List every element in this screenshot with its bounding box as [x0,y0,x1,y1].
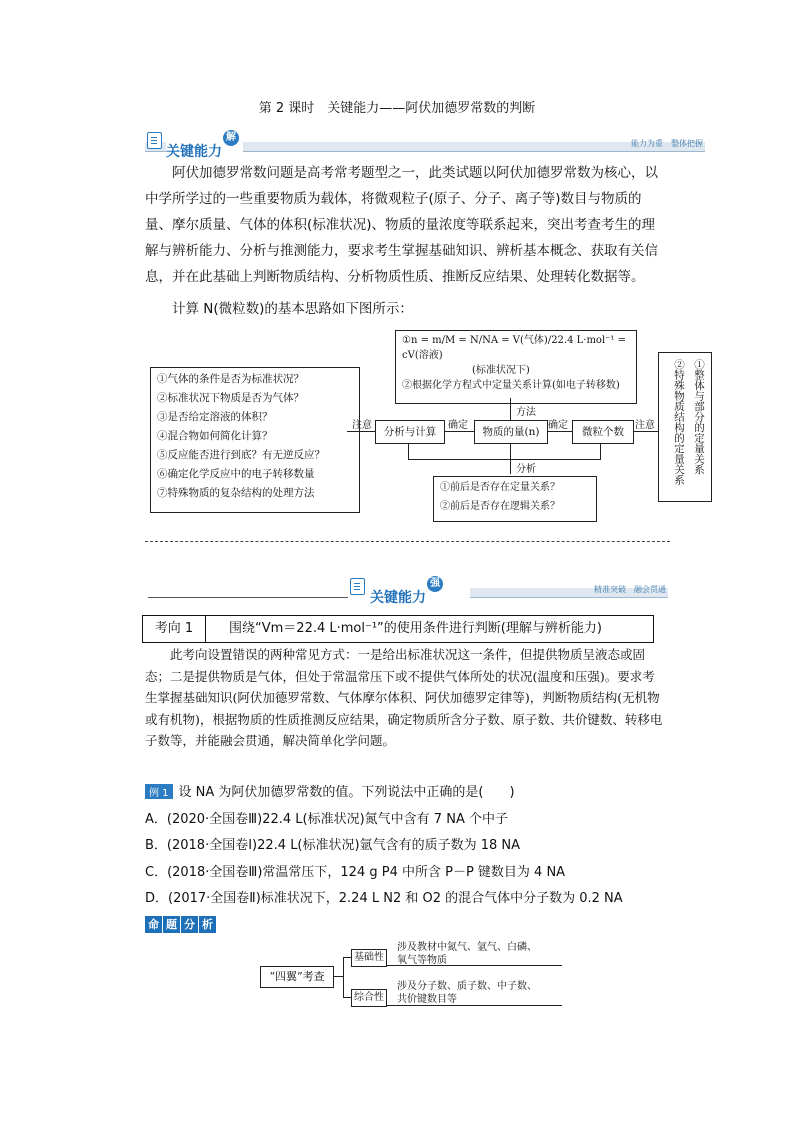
four-wing-root: “四翼”考查 [260,966,334,988]
intro-paragraph: 阿伏加德罗常数问题是高考常考题型之一，此类试题以阿伏加德罗常数为核心，以中学所学过的一些重要物质为载体，将微观粒子(原子、分子、离子等)数目与物质的量、摩尔质量、气体的体积(标准状况)、物质的量浓度等联系起来，突出考查考生的理解与辨析能力、分析与推测能力，要求考生掌握基础知识、辨析基本概念、获取有关信息，并在此基础上判断物质结构、分析物质性质、推断反应结果、处理转化数据等。 [145,165,658,285]
logic-item: ①前后是否存在定量关系？ [440,482,560,493]
proposition-analysis-badge [145,913,217,933]
label-attention-right: 注意 [635,420,655,431]
right-structure-box [658,352,712,502]
badge-char: 分 [181,916,198,933]
section-banner-strengthen [148,576,668,606]
branch-text-line: 涉及教材中氮气、氩气、白磷、 [397,942,537,953]
exam-direction-description: 此考向设置错误的两种常见方式：一是给出标准状况这一条件，但提供物质呈液态或固态；二是提供物质是气体，但处于常温常压下或不提供气体所处的状况(温度和压强)。要求考生掌握基础知识(阿伏加德罗常数、气体摩尔体积、阿伏加德罗定律等)，判断物质结构(无机物或有机物)，根据物质的性质推测反应结果，确定物质所含分子数、原子数、共价键数、转移电子数等，并能融会贯通，解决简单化学问题。 [145,647,663,748]
branch-basic: 基础性 [351,949,387,967]
badge-char: 题 [163,916,180,933]
condition-item: ⑦特殊物质的复杂结构的处理方法 [157,487,315,499]
label-analysis: 分析 [516,464,536,475]
example-stem [145,781,515,800]
section-banner-key-ability [145,130,705,160]
document-icon [350,578,365,595]
formula-item-2: ②根据化学方程式中定量关系计算(如电子转移数) [402,380,620,391]
branch-comprehensive: 综合性 [351,989,387,1007]
formula-note: (标准状况下) [472,365,530,376]
node-analysis: 分析与计算 [375,420,445,444]
banner-label: 关键能力 [166,144,222,160]
branch-comprehensive-text [397,980,537,1006]
condition-item: ⑥确定化学反应中的电子转移数量 [157,468,315,480]
banner-label: 关键能力 [370,590,426,606]
exam-direction-box [142,615,654,643]
branch-text-line: 氧气等物质 [397,955,447,966]
document-icon [147,132,162,149]
label-method: 方法 [516,407,536,418]
option-c: C．(2018·全国卷Ⅲ)常温常压下，124 g P4 中所含 P－P 键数目为 4 NA [145,865,566,880]
condition-item: ①气体的条件是否为标准状况？ [157,373,304,385]
left-conditions-box [150,367,360,513]
label-determine-1: 确定 [448,420,468,431]
structure-item: ②特殊物质结构的定量关系 [673,359,685,485]
banner-tag: 能力为重 整体把握 [631,139,703,148]
example-question: 设 NA 为阿伏加德罗常数的值。下列说法中正确的是( ) [178,785,515,800]
top-formula-box [395,330,637,404]
branch-text-line: 共价键数目等 [397,994,457,1005]
flow-diagram [150,330,710,540]
bottom-logic-box [433,476,597,522]
badge-char: 析 [199,916,216,933]
condition-item: ②标准状况下物质是否为气体？ [157,392,304,404]
intro-paragraph-2: 计算 N(微粒数)的基本思路如下图所示： [172,301,413,317]
option-d: D．(2017·全国卷Ⅱ)标准状况下，2.24 L N2 和 O2 的混合气体中分子数为 0.2 NA [145,891,623,906]
label-determine-2: 确定 [548,420,568,431]
banner-badge: 解读 [223,130,239,146]
exam-direction-text: 围绕“Vm＝22.4 L·mol⁻¹”的使用条件进行判断(理解与辨析能力) [229,621,602,636]
label-attention-left: 注意 [352,420,372,431]
branch-text-line: 涉及分子数、质子数、中子数、 [397,981,537,992]
condition-item: ⑤反应能否进行到底？有无逆反应？ [157,449,325,461]
branch-basic-text [397,941,537,967]
logic-item: ②前后是否存在逻辑关系？ [440,501,560,512]
option-a: A．(2020·全国卷Ⅲ)22.4 L(标准状况)氮气中含有 7 NA 个中子 [145,812,508,827]
condition-item: ③是否给定溶液的体积？ [157,411,273,423]
example-badge: 例 1 [145,784,173,799]
option-b: B．(2018·全国卷Ⅰ)22.4 L(标准状况)氩气含有的质子数为 18 NA [145,838,521,853]
node-particles: 微粒个数 [572,420,634,444]
four-wing-diagram [255,942,575,1012]
badge-char: 命 [145,916,162,933]
formula-text: ①n = m/M = N/NA = V(气体)/22.4 L·mol⁻¹ = cV(溶液) [402,335,626,361]
separator [145,541,670,542]
condition-item: ④混合物如何简化计算？ [157,430,273,442]
page-title: 第 2 课时 关键能力——阿伏加德罗常数的判断 [258,101,536,116]
exam-direction-number: 考向 1 [143,616,206,642]
banner-badge: 强化 [427,576,443,592]
node-amount: 物质的量(n) [474,420,548,444]
structure-item: ①整体与部分的定量关系 [693,359,705,475]
banner-tag: 精准突破 融会贯通 [594,585,666,594]
